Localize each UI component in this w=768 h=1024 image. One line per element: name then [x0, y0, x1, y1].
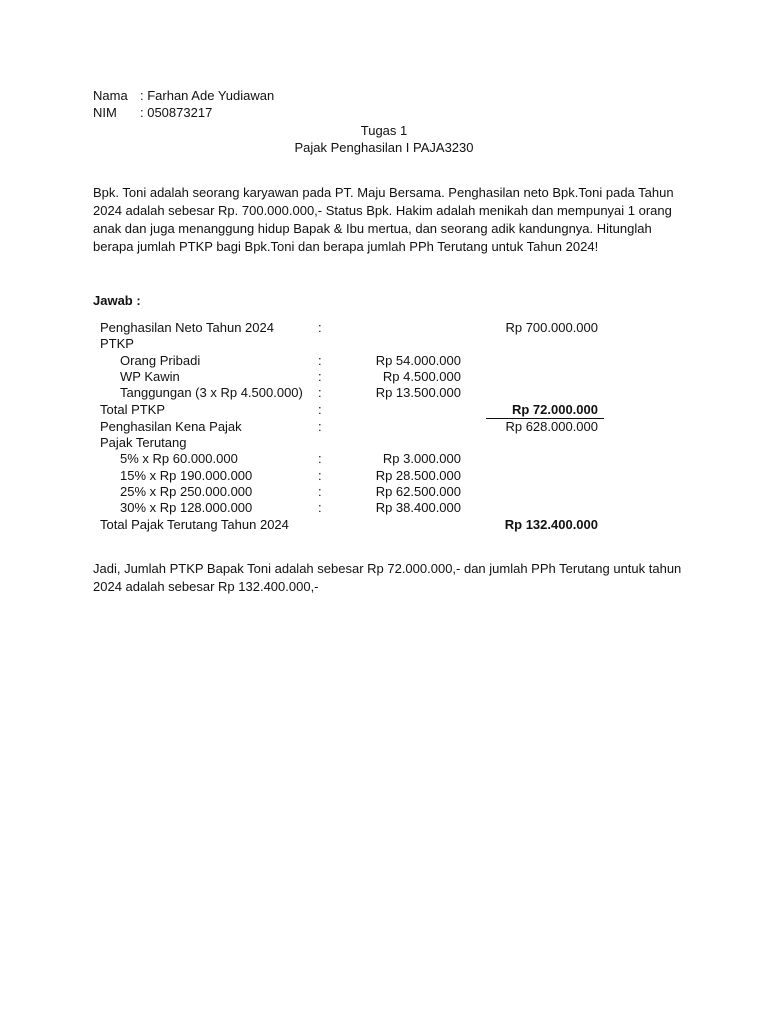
question-line-2: 2024 adalah sebesar Rp. 700.000.000,- Status Bpk. Hakim adalah menikah dan mempunyai 1 orang	[93, 203, 672, 218]
colon: :	[318, 468, 322, 483]
tarif-5-label: 5% x Rp 60.000.000	[120, 451, 238, 466]
total-terutang-label: Total Pajak Terutang Tahun 2024	[100, 517, 289, 532]
nim-label: NIM	[93, 105, 117, 120]
colon: :	[318, 402, 322, 417]
pkp-label: Penghasilan Kena Pajak	[100, 419, 242, 434]
conclusion-line-2: 2024 adalah sebesar Rp 132.400.000,-	[93, 579, 319, 594]
colon: :	[318, 385, 322, 400]
question-line-3: anak dan juga menanggung hidup Bapak & Ibu mertua, dan seorang adik kandungnya. Hitunglah	[93, 221, 652, 236]
document-subtitle: Pajak Penghasilan I PAJA3230	[294, 140, 474, 155]
tarif-30-value: Rp 38.400.000	[375, 500, 461, 515]
wp-kawin-label: WP Kawin	[120, 369, 180, 384]
answer-heading: Jawab :	[93, 293, 141, 308]
tarif-15-label: 15% x Rp 190.000.000	[120, 468, 253, 483]
total-terutang-value: Rp 132.400.000	[504, 517, 598, 532]
tarif-25-label: 25% x Rp 250.000.000	[120, 484, 253, 499]
neto-value: Rp 700.000.000	[505, 320, 598, 335]
colon: :	[318, 451, 322, 466]
tarif-15-value: Rp 28.500.000	[375, 468, 461, 483]
nim-value: : 050873217	[140, 105, 213, 120]
tarif-25-value: Rp 62.500.000	[375, 484, 461, 499]
nama-label: Nama	[93, 88, 128, 103]
colon: :	[318, 419, 322, 434]
orang-pribadi-value: Rp 54.000.000	[375, 353, 461, 368]
pajak-terutang-label: Pajak Terutang	[100, 435, 187, 450]
tanggungan-value: Rp 13.500.000	[375, 385, 461, 400]
neto-label: Penghasilan Neto Tahun 2024	[100, 320, 274, 335]
conclusion-line-1: Jadi, Jumlah PTKP Bapak Toni adalah sebesar Rp 72.000.000,- dan jumlah PPh Terutang untuk tahun	[93, 561, 682, 576]
document-title: Tugas 1	[360, 123, 408, 138]
colon: :	[318, 353, 322, 368]
total-ptkp-value: Rp 72.000.000	[511, 402, 598, 417]
nama-value: : Farhan Ade Yudiawan	[140, 88, 275, 103]
question-line-1: Bpk. Toni adalah seorang karyawan pada PT. Maju Bersama. Penghasilan neto Bpk.Toni pada Tahun	[93, 185, 674, 200]
tarif-5-value: Rp 3.000.000	[382, 451, 461, 466]
orang-pribadi-label: Orang Pribadi	[120, 353, 201, 368]
colon: :	[318, 320, 322, 335]
colon: :	[318, 484, 322, 499]
ptkp-label: PTKP	[100, 336, 134, 351]
colon: :	[318, 500, 322, 515]
total-ptkp-label: Total PTKP	[100, 402, 166, 417]
question-line-4: berapa jumlah PTKP bagi Bpk.Toni dan berapa jumlah PPh Terutang untuk Tahun 2024!	[93, 239, 599, 254]
tanggungan-label: Tanggungan (3 x Rp 4.500.000)	[120, 385, 303, 400]
tarif-30-label: 30% x Rp 128.000.000	[120, 500, 253, 515]
pkp-value: Rp 628.000.000	[505, 419, 598, 434]
wp-kawin-value: Rp 4.500.000	[382, 369, 461, 384]
colon: :	[318, 369, 322, 384]
